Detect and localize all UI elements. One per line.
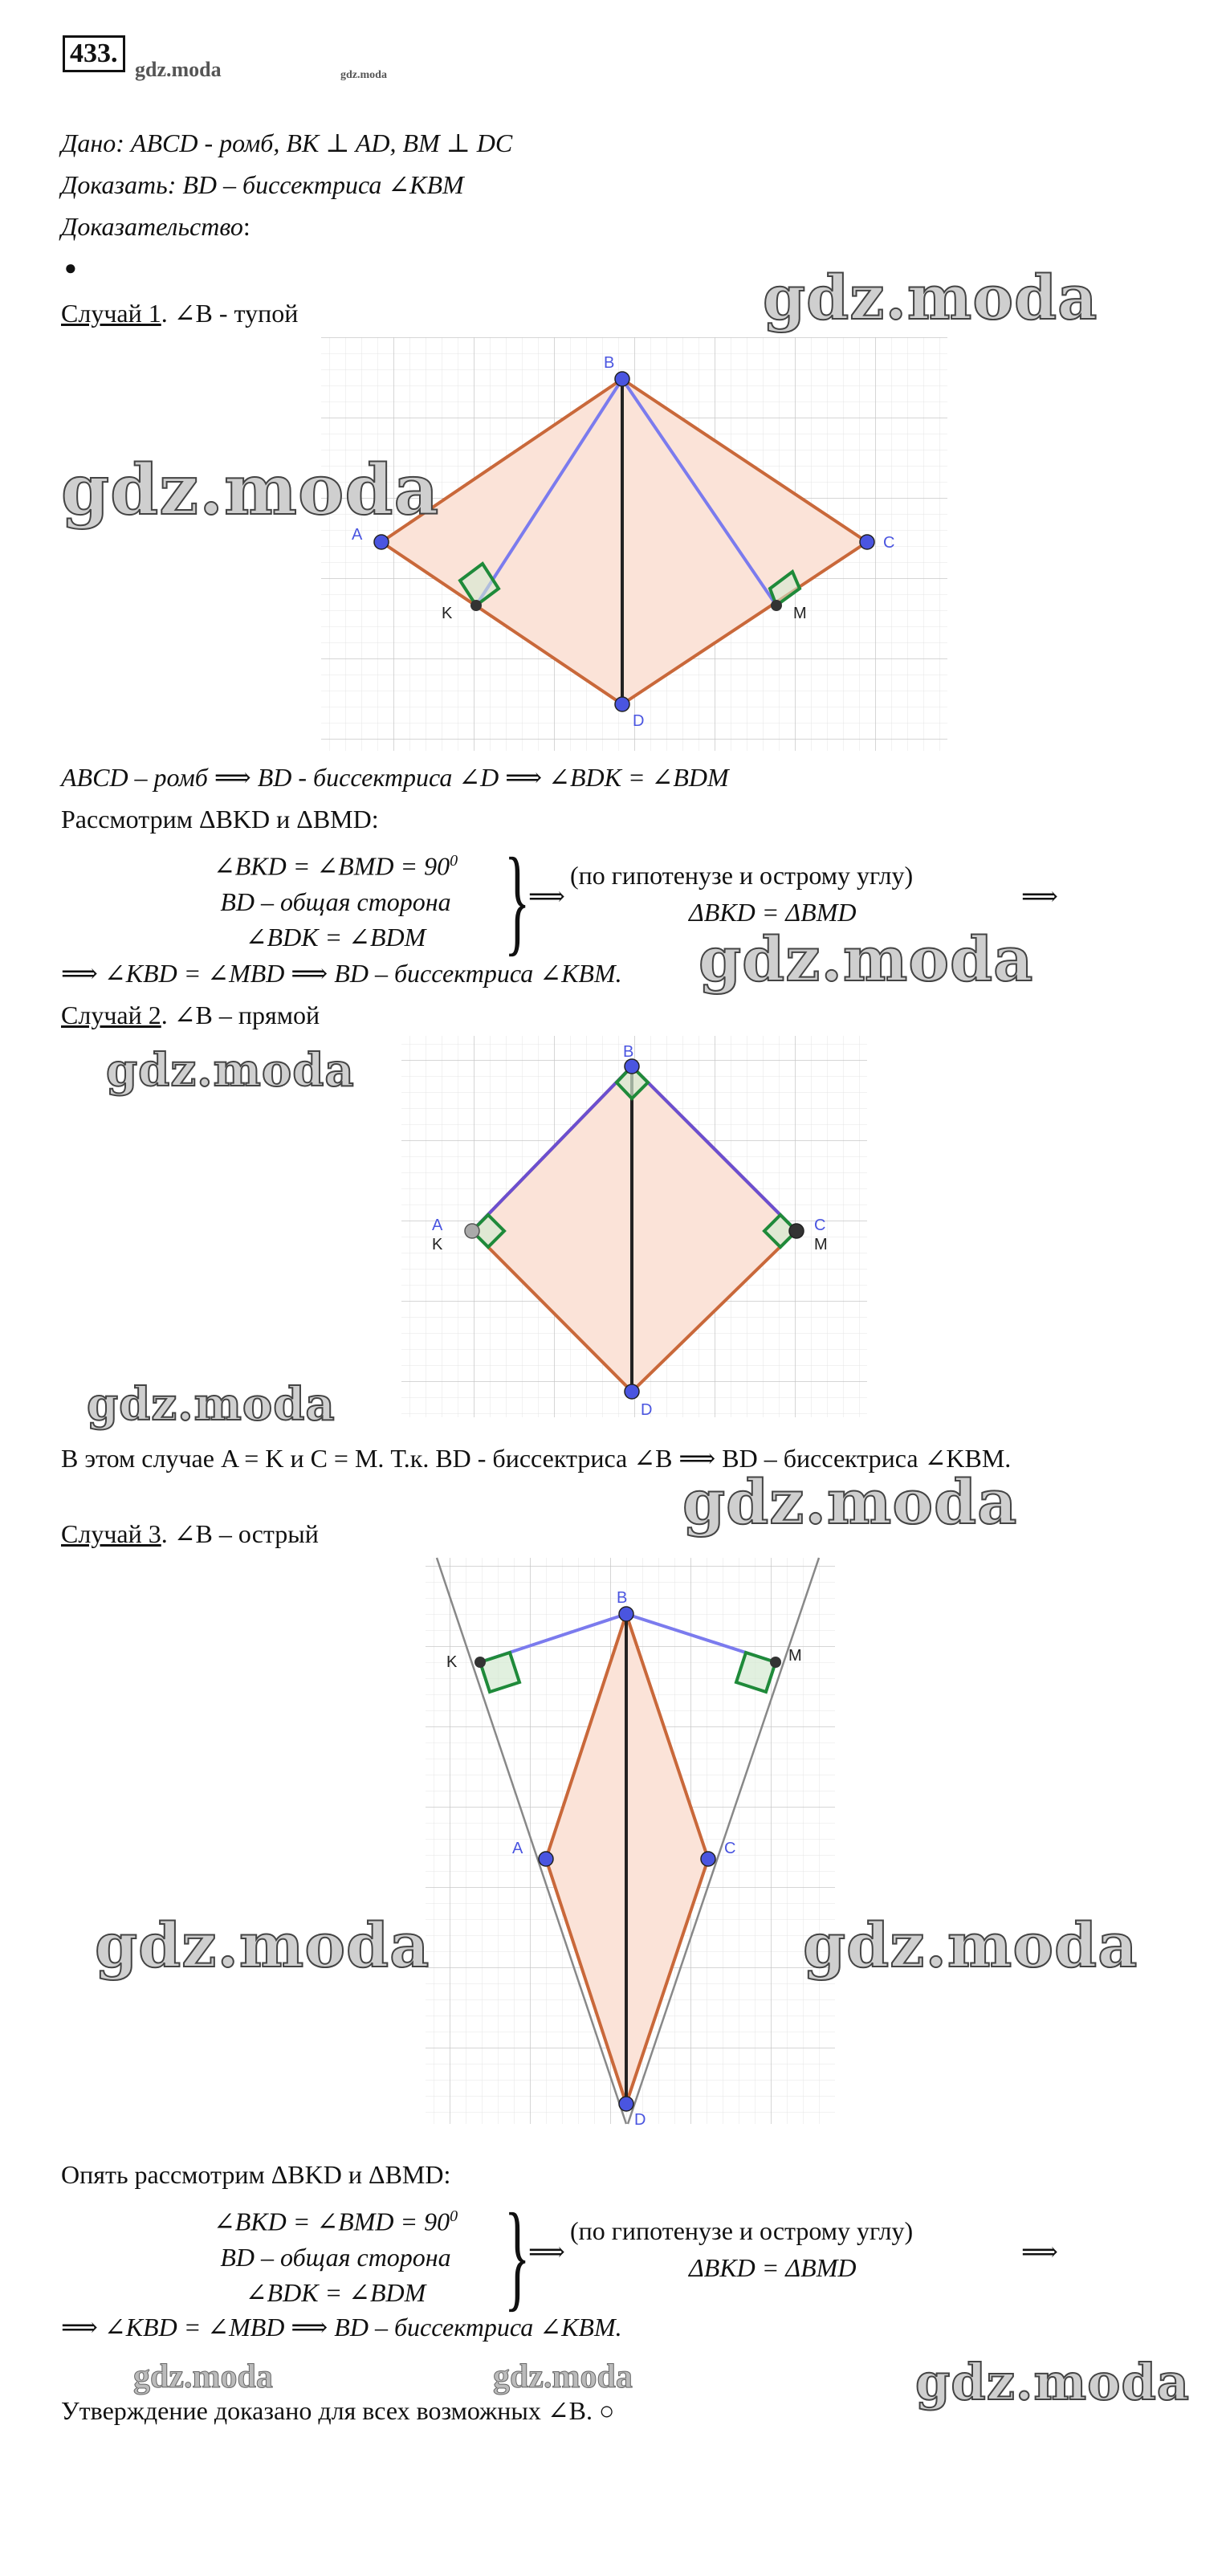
system3 bbox=[175, 2199, 496, 2310]
case1-label: Случай 1 bbox=[61, 299, 161, 328]
watermark-4: gdz.moda bbox=[106, 1044, 355, 1097]
point-a bbox=[374, 535, 389, 549]
case1-line1: ABCD – ромб ⟹ BD - биссектриса ∠D ⟹ ∠BDK = ∠BDM bbox=[61, 763, 729, 792]
system3-line1: ∠BKD = ∠BMD = $90^0$ bbox=[213, 2207, 458, 2236]
system1 bbox=[175, 843, 496, 955]
label-c: C bbox=[883, 534, 895, 552]
case1-result: ⟹ ∠KBD = ∠MBD ⟹ BD – биссектриса ∠KBM. bbox=[61, 959, 622, 988]
watermark-3: gdz.moda bbox=[698, 923, 1034, 995]
point-c bbox=[860, 535, 874, 549]
label-k: K bbox=[442, 605, 453, 622]
point-c bbox=[701, 1852, 715, 1866]
watermark-9: gdz.moda bbox=[133, 2358, 273, 2395]
case3-result: ⟹ ∠KBD = ∠MBD ⟹ BD – биссектриса ∠KBM. bbox=[61, 2313, 622, 2342]
case1-rest: . ∠B - тупой bbox=[161, 299, 299, 328]
conclusion: Утверждение доказано для всех возможных ∠B. ○ bbox=[61, 2396, 615, 2425]
system3-line3: ∠BDK = ∠BDM bbox=[245, 2277, 426, 2307]
watermark-2: gdz.moda bbox=[61, 450, 440, 531]
given-text: : ABCD - ромб, BK ⊥ AD, BM ⊥ DC bbox=[116, 128, 513, 157]
watermark-1: gdz.moda bbox=[763, 262, 1098, 333]
implies-3a: ⟹ bbox=[528, 2237, 565, 2266]
point-a-k bbox=[465, 1224, 479, 1238]
prove-line bbox=[61, 169, 464, 201]
label-c: C bbox=[724, 1840, 736, 1857]
system3-line2: BD – общая сторона bbox=[220, 2242, 451, 2272]
label-c: C bbox=[814, 1217, 826, 1234]
point-m bbox=[770, 1657, 781, 1668]
system1-line3: ∠BDK = ∠BDM bbox=[245, 922, 426, 952]
sys1-reason: (по гипотенузе и острому углу) bbox=[570, 861, 914, 890]
point-d bbox=[625, 1384, 639, 1399]
consider-3: Опять рассмотрим ΔBKD и ΔBMD: bbox=[61, 2160, 451, 2189]
label-d: D bbox=[641, 1401, 653, 1419]
proof-line bbox=[61, 210, 250, 243]
proof-label: Доказательство bbox=[61, 212, 243, 241]
point-k bbox=[470, 600, 482, 611]
watermark-8: gdz.moda bbox=[803, 1910, 1138, 1981]
point-b bbox=[619, 1607, 633, 1621]
brace-1: } bbox=[504, 834, 531, 967]
case2-label: Случай 2 bbox=[61, 1001, 161, 1029]
label-m: M bbox=[793, 605, 807, 622]
watermark-7: gdz.moda bbox=[95, 1910, 430, 1981]
point-m bbox=[771, 600, 782, 611]
watermark-6: gdz.moda bbox=[682, 1466, 1018, 1538]
label-b: B bbox=[604, 354, 615, 372]
case2-heading bbox=[61, 999, 320, 1031]
system1-line2: BD – общая сторона bbox=[220, 887, 451, 916]
label-k: K bbox=[446, 1653, 458, 1671]
watermark-10: gdz.moda bbox=[493, 2358, 633, 2395]
watermark-5: gdz.moda bbox=[87, 1378, 336, 1431]
problem-number: 433. bbox=[63, 35, 125, 72]
point-d bbox=[619, 2097, 633, 2111]
system1-line1: ∠BKD = ∠BMD = $90^0$ bbox=[213, 851, 458, 881]
label-m: M bbox=[814, 1236, 828, 1253]
label-b: B bbox=[623, 1043, 634, 1061]
label-d: D bbox=[634, 2111, 646, 2128]
label-b: B bbox=[617, 1589, 628, 1607]
point-b bbox=[625, 1059, 639, 1074]
implies-3b: ⟹ bbox=[1021, 2237, 1058, 2266]
label-a: A bbox=[432, 1217, 443, 1234]
watermark-tiny: gdz.moda bbox=[340, 69, 387, 81]
point-c-m bbox=[789, 1224, 804, 1238]
case2-text: В этом случае A = K и C = M. Т.к. BD - биссектриса ∠B ⟹ BD – биссектриса ∠KBM. bbox=[61, 1444, 1012, 1473]
consider-1: Рассмотрим ΔBKD и ΔBMD: bbox=[61, 805, 379, 834]
point-k bbox=[474, 1657, 486, 1668]
proof-colon: : bbox=[242, 212, 250, 241]
prove-text: : BD – биссектриса ∠KBM bbox=[167, 170, 464, 199]
implies-1a: ⟹ bbox=[528, 882, 565, 911]
watermark-small: gdz.moda bbox=[135, 58, 222, 81]
point-a bbox=[539, 1852, 553, 1866]
implies-1b: ⟹ bbox=[1021, 882, 1058, 911]
diagram-case2 bbox=[393, 1036, 875, 1421]
case3-label: Случай 3 bbox=[61, 1519, 161, 1548]
diagram-case3 bbox=[417, 1550, 843, 2128]
label-k: K bbox=[432, 1236, 443, 1253]
case1-heading bbox=[61, 297, 298, 329]
prove-label: Доказать bbox=[61, 170, 168, 199]
sys3-result: ΔBKD = ΔBMD bbox=[689, 2253, 857, 2282]
given-label: Дано bbox=[61, 128, 116, 157]
case3-rest: . ∠B – острый bbox=[161, 1519, 319, 1548]
case3-heading bbox=[61, 1518, 319, 1550]
label-m: M bbox=[788, 1647, 802, 1665]
label-a: A bbox=[352, 526, 363, 544]
label-a: A bbox=[512, 1840, 523, 1857]
diagram-case1 bbox=[313, 337, 955, 755]
label-d: D bbox=[633, 712, 645, 730]
point-b bbox=[615, 372, 629, 386]
sys1-result: ΔBKD = ΔBMD bbox=[689, 898, 857, 927]
watermark-11: gdz.moda bbox=[915, 2353, 1190, 2411]
case2-rest: . ∠B – прямой bbox=[161, 1001, 320, 1029]
sys3-reason: (по гипотенузе и острому углу) bbox=[570, 2216, 914, 2245]
point-d bbox=[615, 697, 629, 711]
given-line bbox=[61, 127, 512, 159]
brace-3: } bbox=[504, 2189, 531, 2322]
bullet: ● bbox=[64, 256, 77, 279]
